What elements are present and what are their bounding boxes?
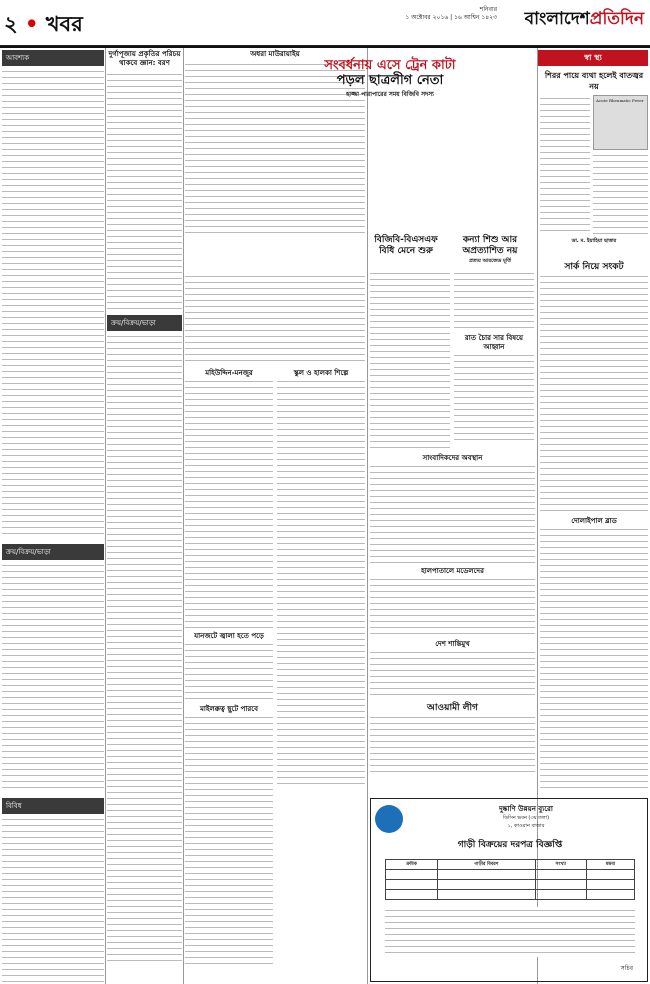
table-row bbox=[386, 870, 635, 880]
article-text bbox=[277, 378, 365, 788]
article-text bbox=[540, 95, 590, 235]
lead-story-headline bbox=[250, 58, 530, 99]
table-header: মন্তব্য bbox=[587, 860, 635, 870]
headline: মহিউদ্দিন-মনজুর bbox=[205, 369, 253, 377]
health-column bbox=[540, 70, 648, 246]
table-row bbox=[386, 880, 635, 890]
headline: দুর্গাপূজায় প্রকৃতির পরিচয় bbox=[108, 50, 181, 58]
column-divider bbox=[105, 48, 106, 984]
article-text bbox=[454, 270, 534, 330]
column-divider bbox=[183, 48, 184, 984]
lead-headline: সংবর্ধনায় এসে ট্রেন কাটা bbox=[324, 58, 456, 73]
article-text bbox=[185, 714, 273, 964]
article-text bbox=[370, 649, 535, 699]
headline: দোলাইপাল ব্লাড bbox=[571, 517, 617, 525]
article-text bbox=[540, 273, 648, 513]
headline: দেশ শান্তিমুখ bbox=[435, 640, 470, 648]
article-text bbox=[185, 378, 273, 628]
lead-subheadline: হাজ্জা পারাপারের সময় বিজিবি সদস্য bbox=[346, 91, 434, 98]
center-right-column bbox=[370, 235, 535, 774]
classified-text bbox=[2, 68, 104, 538]
table-header: ক্রমিক bbox=[386, 860, 438, 870]
table-header: সংখ্যা bbox=[535, 860, 586, 870]
article-text bbox=[370, 576, 535, 636]
article-text bbox=[593, 152, 648, 234]
article-text bbox=[185, 641, 273, 701]
headline: আওয়ামী লীগ bbox=[427, 703, 478, 713]
article-text bbox=[185, 273, 365, 363]
headline: থাকবে জ্ঞান: বরণ bbox=[119, 59, 170, 67]
ad-address: ডিসিন ভবন (৩য় তলা) bbox=[502, 815, 550, 821]
classifieds-column bbox=[2, 50, 104, 984]
article-text bbox=[370, 270, 450, 450]
masthead bbox=[0, 0, 650, 46]
article-text bbox=[370, 463, 535, 563]
table-row bbox=[386, 890, 635, 900]
headline: বিজিবি-বিএসএফ bbox=[374, 235, 438, 245]
health-section-tag: স্বা স্থ্য bbox=[538, 50, 648, 66]
column-divider bbox=[367, 48, 368, 984]
headline: সাংবাদিকদের অবস্থান bbox=[422, 454, 483, 462]
ad-address: ১, কাওরান বাজার bbox=[507, 823, 545, 829]
article-text bbox=[107, 71, 182, 311]
lead-headline: পড়ল ছাত্রলীগ নেতা bbox=[336, 73, 444, 88]
header-rule bbox=[0, 46, 650, 48]
classified-text bbox=[2, 816, 104, 984]
headline: অপ্রত্যাশিত নয় bbox=[462, 246, 518, 256]
headline: হালপাতালে মডেলদের bbox=[421, 567, 484, 575]
puja-column bbox=[107, 50, 182, 963]
health-illustration: Acute Rheumatic Fever bbox=[593, 95, 648, 150]
subheadline: প্রত্যয় আরজেড মূর্তি bbox=[468, 258, 512, 264]
logo-icon bbox=[375, 805, 403, 833]
section-header: আবশ্যক bbox=[2, 50, 104, 66]
headline: রাত চৈার সার বিষয়ে আহ্বান bbox=[464, 334, 524, 351]
tender-advertisement bbox=[370, 798, 648, 982]
section-header: বিবিধ bbox=[2, 798, 104, 814]
headline: বিধি মেনে শুরু bbox=[379, 246, 433, 256]
headline: সার্ক নিয়ে সংকট bbox=[564, 262, 624, 272]
table-header: গাড়ীর বিবরণ bbox=[438, 860, 535, 870]
ad-title: গাড়ী বিক্রয়ের দরপত্র বিজ্ঞপ্তি bbox=[457, 840, 563, 850]
headline: শিরর পায়ে ব্যথা হলেই বাতজ্বর নয় bbox=[544, 71, 644, 91]
date-line: শনিবার ১ অক্টোবর ২০১৬ | ১৬ আশ্বিন ১৪২৩ bbox=[405, 6, 497, 21]
headline: স্কুল ও হালকা শিল্পে bbox=[293, 369, 349, 377]
headline: মাইলক্কত্ব ছুটে পারবে bbox=[200, 705, 258, 713]
doctor-byline: ডা. ম. ইয়াহিয়া ছাত্তার bbox=[571, 238, 617, 244]
newspaper-logo: বাংলাদেশপ্রতিদিন bbox=[524, 9, 644, 29]
headline: কন্যা শিশু আর bbox=[462, 235, 518, 245]
tender-table bbox=[385, 859, 635, 900]
article-text bbox=[540, 526, 648, 791]
ad-text bbox=[385, 907, 635, 957]
section-header: ক্রয়/বিক্রয়/ভাড়া bbox=[2, 544, 104, 560]
headline: অধরা মাউরায়াইয় bbox=[250, 50, 300, 58]
center-column bbox=[185, 50, 365, 964]
article-text bbox=[454, 352, 534, 442]
article-text bbox=[370, 714, 535, 774]
classified-text bbox=[2, 562, 104, 792]
ad-org: দুষ্কাণি উন্নয়ন ব্যুরো bbox=[499, 805, 553, 813]
page-number: ২ • খবর bbox=[4, 11, 83, 36]
ad-signature: সচিব bbox=[620, 965, 633, 972]
section-header: ক্রয়/বিক্রয়/ভাড়া bbox=[107, 315, 182, 331]
headline: যানজটে জ্বালা হতে পড়ে bbox=[194, 632, 264, 640]
sarc-story bbox=[540, 262, 648, 791]
classified-text bbox=[107, 333, 182, 963]
